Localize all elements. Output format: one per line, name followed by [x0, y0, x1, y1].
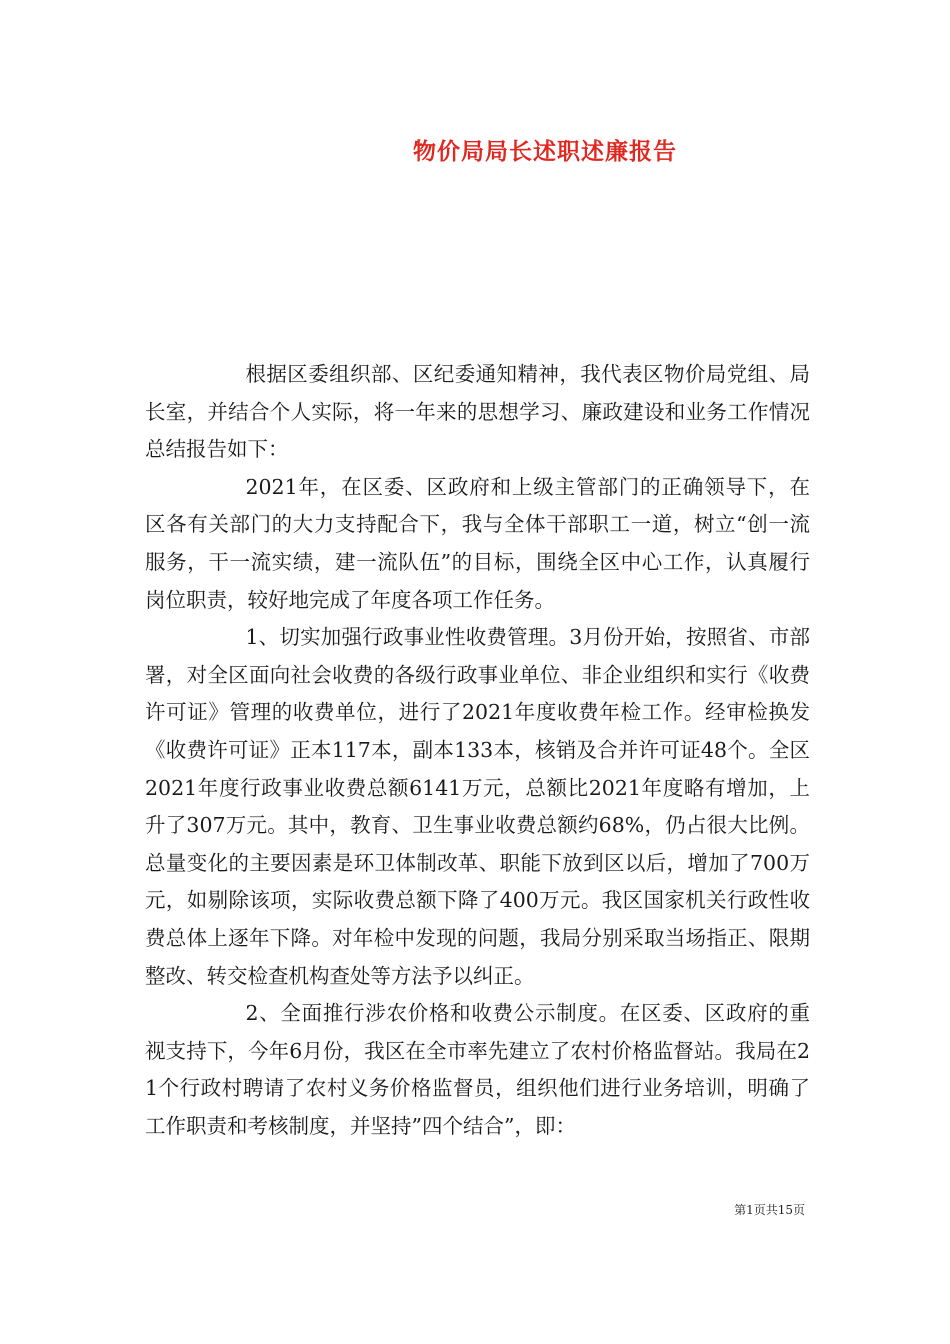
page-number-footer: 第1页共15页 — [734, 1203, 805, 1217]
intro-paragraph: 根据区委组织部、区纪委通知精神，我代表区物价局党组、局长室，并结合个人实际，将一年来的思想学习、廉政建设和业务工作情况总结报告如下： — [145, 362, 810, 462]
summary-paragraph: 2021年，在区委、区政府和上级主管部门的正确领导下，在区各有关部门的大力支持配合下，我与全体干部职工一道，树立“创一流服务，干一流实绩，建一流队伍”的目标，围绕全区中心工作，认真履行岗位职责，较好地完成了年度各项工作任务。 — [145, 474, 810, 612]
document-body — [145, 356, 810, 1145]
fee-management-paragraph: 1、切实加强行政事业性收费管理。3月份开始，按照省、市部署，对全区面向社会收费的各级行政事业单位、非企业组织和实行《收费许可证》管理的收费单位，进行了2021年度收费年检工作。经审检换发《收费许可证》正本117本，副本133本，核销及合并许可证48个。全区2021年度行政事业收费总额6141万元，总额比2021年度略有增加，上升了307万元。其中，教育、卫生事业收费总额约68%，仍占很大比例。总量变化的主要因素是环卫体制改革、职能下放到区以后，增加了700万元，如剔除该项，实际收费总额下降了400万元。我区国家机关行政性收费总体上逐年下降。对年检中发现的问题，我局分别采取当场指正、限期整改、转交检查机构查处等方法予以纠正。 — [145, 625, 810, 988]
document-title: 物价局局长述职述廉报告 — [413, 138, 677, 165]
rural-pricing-paragraph: 2、全面推行涉农价格和收费公示制度。在区委、区政府的重视支持下，今年6月份，我区在全市率先建立了农村价格监督站。我局在21个行政村聘请了农村义务价格监督员，组织他们进行业务培训，明确了工作职责和考核制度，并坚持”四个结合”，即： — [145, 1001, 810, 1138]
